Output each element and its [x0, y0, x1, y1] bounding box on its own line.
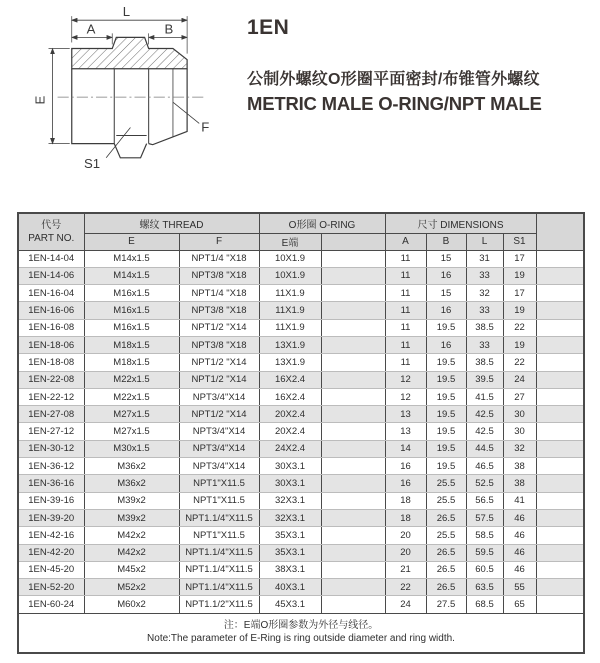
- table-cell: 11X1.9: [259, 302, 321, 319]
- col-group-dimensions: 尺寸 DIMENSIONS: [385, 213, 536, 233]
- table-cell: [321, 354, 385, 371]
- table-cell: 56.5: [466, 492, 503, 509]
- table-row: [18, 423, 584, 440]
- table-cell: 14: [385, 440, 426, 457]
- table-cell: M14x1.5: [84, 250, 179, 267]
- table-cell: NPT1.1/4"X11.5: [179, 509, 259, 526]
- table-cell: 32: [503, 440, 536, 457]
- table-row: [18, 336, 584, 353]
- table-cell: NPT1/2 "X14: [179, 406, 259, 423]
- table-cell: 41: [503, 492, 536, 509]
- table-cell: 11: [385, 319, 426, 336]
- table-cell: 1EN-42-16: [18, 527, 84, 544]
- table-cell: 1EN-18-08: [18, 354, 84, 371]
- table-cell: [321, 544, 385, 561]
- table-cell: 1EN-22-08: [18, 371, 84, 388]
- table-cell: 16: [426, 302, 466, 319]
- table-cell: 24: [385, 596, 426, 613]
- table-cell: 38: [503, 458, 536, 475]
- table-cell: 11: [385, 285, 426, 302]
- table-cell: 24: [503, 371, 536, 388]
- table-cell: M18x1.5: [84, 336, 179, 353]
- table-cell: 1EN-22-12: [18, 388, 84, 405]
- table-cell: 26.5: [426, 561, 466, 578]
- table-cell: [536, 527, 584, 544]
- table-cell: NPT1/2 "X14: [179, 319, 259, 336]
- table-cell: 1EN-14-06: [18, 267, 84, 284]
- table-cell: 20: [385, 527, 426, 544]
- table-row: [18, 285, 584, 302]
- table-cell: 17: [503, 285, 536, 302]
- table-cell: 27: [503, 388, 536, 405]
- fitting-diagram: [30, 4, 240, 174]
- table-cell: [321, 423, 385, 440]
- table-cell: 1EN-16-06: [18, 302, 84, 319]
- col-header-thread-e: E: [84, 233, 179, 250]
- table-cell: NPT1.1/2"X11.5: [179, 596, 259, 613]
- table-cell: 20X2.4: [259, 406, 321, 423]
- table-cell: 11: [385, 302, 426, 319]
- table-cell: 13X1.9: [259, 336, 321, 353]
- parts-table-wrap: [17, 212, 583, 654]
- table-cell: [321, 475, 385, 492]
- table-cell: 1EN-36-12: [18, 458, 84, 475]
- table-row: [18, 509, 584, 526]
- table-cell: [536, 579, 584, 596]
- table-cell: [536, 319, 584, 336]
- table-cell: 1EN-39-20: [18, 509, 84, 526]
- dim-label-S1: S1: [83, 155, 101, 171]
- table-cell: 35X3.1: [259, 527, 321, 544]
- table-cell: 16X2.4: [259, 388, 321, 405]
- table-cell: 42.5: [466, 406, 503, 423]
- table-cell: M27x1.5: [84, 423, 179, 440]
- table-cell: [321, 458, 385, 475]
- table-cell: 13X1.9: [259, 354, 321, 371]
- table-cell: 12: [385, 371, 426, 388]
- table-cell: [536, 285, 584, 302]
- product-code: 1EN: [247, 16, 290, 39]
- col-header-oring-e-end: E端: [259, 233, 321, 250]
- table-cell: M16x1.5: [84, 285, 179, 302]
- table-cell: NPT1.1/4"X11.5: [179, 561, 259, 578]
- note-line-zh: 注：E端O形圈参数为外径与线径。: [223, 619, 379, 631]
- table-cell: [321, 388, 385, 405]
- table-cell: [536, 336, 584, 353]
- table-cell: 10X1.9: [259, 267, 321, 284]
- col-header-dim-b: B: [426, 233, 466, 250]
- table-cell: 46.5: [466, 458, 503, 475]
- table-cell: [321, 285, 385, 302]
- table-cell: 26.5: [426, 509, 466, 526]
- table-row: [18, 475, 584, 492]
- table-cell: 52.5: [466, 475, 503, 492]
- table-cell: NPT1/4 "X18: [179, 285, 259, 302]
- table-cell: 26.5: [426, 544, 466, 561]
- table-cell: [321, 336, 385, 353]
- table-cell: 38: [503, 475, 536, 492]
- col-header-blank: [536, 213, 584, 250]
- table-cell: [536, 250, 584, 267]
- table-cell: 33: [466, 302, 503, 319]
- table-cell: [321, 579, 385, 596]
- table-cell: NPT1"X11.5: [179, 475, 259, 492]
- table-cell: 19: [503, 302, 536, 319]
- table-cell: 32X3.1: [259, 509, 321, 526]
- table-cell: 46: [503, 509, 536, 526]
- table-cell: 1EN-16-04: [18, 285, 84, 302]
- table-cell: 1EN-27-08: [18, 406, 84, 423]
- table-cell: 22: [503, 354, 536, 371]
- table-cell: 1EN-42-20: [18, 544, 84, 561]
- table-cell: 13: [385, 406, 426, 423]
- table-cell: NPT3/4"X14: [179, 458, 259, 475]
- table-cell: [321, 440, 385, 457]
- table-cell: [321, 250, 385, 267]
- table-cell: 1EN-52-20: [18, 579, 84, 596]
- table-cell: 15: [426, 285, 466, 302]
- table-cell: 19: [503, 336, 536, 353]
- col-header-dim-s1: S1: [503, 233, 536, 250]
- table-row: [18, 492, 584, 509]
- table-cell: M36x2: [84, 458, 179, 475]
- col-header-dim-l: L: [466, 233, 503, 250]
- table-cell: [321, 371, 385, 388]
- table-cell: [536, 492, 584, 509]
- table-cell: 31: [466, 250, 503, 267]
- table-cell: NPT1/2 "X14: [179, 354, 259, 371]
- col-header-part-no: [18, 213, 84, 250]
- table-cell: 63.5: [466, 579, 503, 596]
- table-cell: M52x2: [84, 579, 179, 596]
- table-cell: 39.5: [466, 371, 503, 388]
- table-cell: 11: [385, 336, 426, 353]
- table-cell: NPT3/4"X14: [179, 440, 259, 457]
- table-cell: 21: [385, 561, 426, 578]
- table-cell: 42.5: [466, 423, 503, 440]
- table-cell: 59.5: [466, 544, 503, 561]
- table-cell: [536, 596, 584, 613]
- table-cell: 30: [503, 423, 536, 440]
- dim-label-A: A: [86, 21, 96, 37]
- table-cell: [536, 267, 584, 284]
- table-cell: 19.5: [426, 440, 466, 457]
- table-cell: NPT1/4 "X18: [179, 250, 259, 267]
- table-cell: 1EN-30-12: [18, 440, 84, 457]
- part-no-label-zh: 代号: [41, 219, 62, 231]
- table-cell: [536, 354, 584, 371]
- table-cell: M22x1.5: [84, 371, 179, 388]
- table-cell: [536, 475, 584, 492]
- table-cell: 1EN-36-16: [18, 475, 84, 492]
- table-cell: [321, 509, 385, 526]
- table-cell: 16X2.4: [259, 371, 321, 388]
- parts-table: [17, 212, 585, 654]
- table-cell: NPT1.1/4"X11.5: [179, 579, 259, 596]
- title-english: METRIC MALE O-RING/NPT MALE: [247, 93, 542, 114]
- hex-section: [114, 69, 148, 144]
- table-cell: [321, 319, 385, 336]
- table-cell: [321, 492, 385, 509]
- table-cell: M18x1.5: [84, 354, 179, 371]
- table-group-header-row: [18, 213, 584, 233]
- table-cell: 60.5: [466, 561, 503, 578]
- col-header-dim-a: A: [385, 233, 426, 250]
- table-cell: M42x2: [84, 527, 179, 544]
- table-row: [18, 302, 584, 319]
- table-cell: M39x2: [84, 492, 179, 509]
- table-cell: [536, 406, 584, 423]
- table-cell: 19.5: [426, 319, 466, 336]
- table-cell: [536, 440, 584, 457]
- table-cell: 46: [503, 527, 536, 544]
- body-outline: [72, 69, 187, 158]
- table-cell: 22: [385, 579, 426, 596]
- table-cell: [536, 561, 584, 578]
- table-cell: 1EN-39-16: [18, 492, 84, 509]
- table-cell: [321, 406, 385, 423]
- table-cell: 40X3.1: [259, 579, 321, 596]
- table-cell: [321, 267, 385, 284]
- table-cell: NPT3/4"X14: [179, 423, 259, 440]
- col-group-oring: O形圈 O-RING: [259, 213, 385, 233]
- col-header-oring-blank: [321, 233, 385, 250]
- table-cell: 30X3.1: [259, 475, 321, 492]
- table-row: [18, 458, 584, 475]
- table-cell: 19.5: [426, 354, 466, 371]
- table-cell: 27.5: [426, 596, 466, 613]
- part-no-label-en: PART NO.: [28, 232, 75, 244]
- table-cell: [321, 527, 385, 544]
- table-cell: M36x2: [84, 475, 179, 492]
- table-cell: 22: [503, 319, 536, 336]
- table-cell: 41.5: [466, 388, 503, 405]
- table-cell: 25.5: [426, 527, 466, 544]
- table-row: [18, 561, 584, 578]
- table-row: [18, 406, 584, 423]
- table-cell: 25.5: [426, 492, 466, 509]
- table-cell: M16x1.5: [84, 302, 179, 319]
- table-cell: M45x2: [84, 561, 179, 578]
- table-cell: 30X3.1: [259, 458, 321, 475]
- table-cell: 10X1.9: [259, 250, 321, 267]
- table-cell: 16: [385, 475, 426, 492]
- table-cell: 65: [503, 596, 536, 613]
- table-cell: M30x1.5: [84, 440, 179, 457]
- table-cell: [536, 544, 584, 561]
- table-row: [18, 440, 584, 457]
- table-cell: 26.5: [426, 579, 466, 596]
- table-cell: M39x2: [84, 509, 179, 526]
- table-cell: 16: [426, 336, 466, 353]
- table-cell: M42x2: [84, 544, 179, 561]
- table-cell: 11: [385, 354, 426, 371]
- table-row: [18, 371, 584, 388]
- dim-label-L: L: [122, 4, 131, 20]
- table-cell: 1EN-45-20: [18, 561, 84, 578]
- table-cell: 16: [385, 458, 426, 475]
- table-cell: NPT1/2 "X14: [179, 371, 259, 388]
- table-cell: 11X1.9: [259, 319, 321, 336]
- table-cell: NPT3/8 "X18: [179, 336, 259, 353]
- table-row: [18, 319, 584, 336]
- table-cell: [321, 302, 385, 319]
- title-block: [247, 16, 587, 115]
- note-cell: [18, 613, 584, 653]
- table-cell: M14x1.5: [84, 267, 179, 284]
- table-row: [18, 354, 584, 371]
- table-row: [18, 527, 584, 544]
- parts-table-body: [18, 250, 584, 613]
- table-cell: 19.5: [426, 388, 466, 405]
- table-cell: 13: [385, 423, 426, 440]
- table-cell: [536, 458, 584, 475]
- table-cell: NPT1"X11.5: [179, 527, 259, 544]
- table-cell: 18: [385, 492, 426, 509]
- table-cell: 1EN-27-12: [18, 423, 84, 440]
- body-hatched-section: [72, 37, 187, 68]
- table-cell: 11: [385, 250, 426, 267]
- table-cell: NPT1"X11.5: [179, 492, 259, 509]
- table-cell: 46: [503, 544, 536, 561]
- table-cell: 68.5: [466, 596, 503, 613]
- col-header-thread-f: F: [179, 233, 259, 250]
- table-row: [18, 596, 584, 613]
- table-cell: NPT3/4"X14: [179, 388, 259, 405]
- table-cell: 15: [426, 250, 466, 267]
- dim-label-B: B: [164, 21, 174, 37]
- table-cell: 11X1.9: [259, 285, 321, 302]
- table-cell: 1EN-60-24: [18, 596, 84, 613]
- table-cell: 19.5: [426, 458, 466, 475]
- table-cell: 20: [385, 544, 426, 561]
- table-cell: [536, 423, 584, 440]
- table-cell: 18: [385, 509, 426, 526]
- table-cell: 11: [385, 267, 426, 284]
- table-cell: [536, 388, 584, 405]
- table-cell: 25.5: [426, 475, 466, 492]
- table-cell: 38X3.1: [259, 561, 321, 578]
- table-cell: M16x1.5: [84, 319, 179, 336]
- table-row: [18, 544, 584, 561]
- table-cell: 45X3.1: [259, 596, 321, 613]
- table-row: [18, 250, 584, 267]
- table-cell: [536, 509, 584, 526]
- table-cell: 32: [466, 285, 503, 302]
- note-row: [18, 613, 584, 653]
- table-cell: 19: [503, 267, 536, 284]
- table-cell: 38.5: [466, 354, 503, 371]
- table-row: [18, 267, 584, 284]
- col-group-thread: 螺纹 THREAD: [84, 213, 259, 233]
- table-cell: M60x2: [84, 596, 179, 613]
- table-cell: 19.5: [426, 406, 466, 423]
- table-cell: 58.5: [466, 527, 503, 544]
- table-cell: 1EN-16-08: [18, 319, 84, 336]
- table-cell: NPT1.1/4"X11.5: [179, 544, 259, 561]
- table-cell: 20X2.4: [259, 423, 321, 440]
- table-cell: 33: [466, 267, 503, 284]
- table-cell: 16: [426, 267, 466, 284]
- fitting-drawing-svg: [30, 4, 240, 174]
- table-sub-header-row: [18, 233, 584, 250]
- table-cell: 17: [503, 250, 536, 267]
- table-cell: 35X3.1: [259, 544, 321, 561]
- table-cell: [321, 561, 385, 578]
- table-cell: 32X3.1: [259, 492, 321, 509]
- leader-line-F: [173, 102, 199, 123]
- table-cell: 19.5: [426, 423, 466, 440]
- table-cell: 44.5: [466, 440, 503, 457]
- title-chinese: 公制外螺纹O形圈平面密封/布锥管外螺纹: [247, 71, 540, 88]
- table-cell: [536, 302, 584, 319]
- dim-label-E: E: [32, 95, 48, 105]
- table-cell: M27x1.5: [84, 406, 179, 423]
- table-cell: NPT3/8 "X18: [179, 302, 259, 319]
- note-line-en: Note:The parameter of E-Ring is ring outside diameter and ring width.: [147, 633, 455, 645]
- table-cell: 19.5: [426, 371, 466, 388]
- table-cell: 46: [503, 561, 536, 578]
- table-cell: 55: [503, 579, 536, 596]
- table-cell: NPT3/8 "X18: [179, 267, 259, 284]
- table-cell: 30: [503, 406, 536, 423]
- table-row: [18, 579, 584, 596]
- table-cell: 57.5: [466, 509, 503, 526]
- table-cell: 38.5: [466, 319, 503, 336]
- table-cell: 12: [385, 388, 426, 405]
- table-cell: M22x1.5: [84, 388, 179, 405]
- table-cell: 1EN-18-06: [18, 336, 84, 353]
- table-row: [18, 388, 584, 405]
- table-cell: [321, 596, 385, 613]
- table-cell: 1EN-14-04: [18, 250, 84, 267]
- dim-label-F: F: [201, 119, 210, 135]
- table-cell: [536, 371, 584, 388]
- table-cell: 33: [466, 336, 503, 353]
- table-cell: 24X2.4: [259, 440, 321, 457]
